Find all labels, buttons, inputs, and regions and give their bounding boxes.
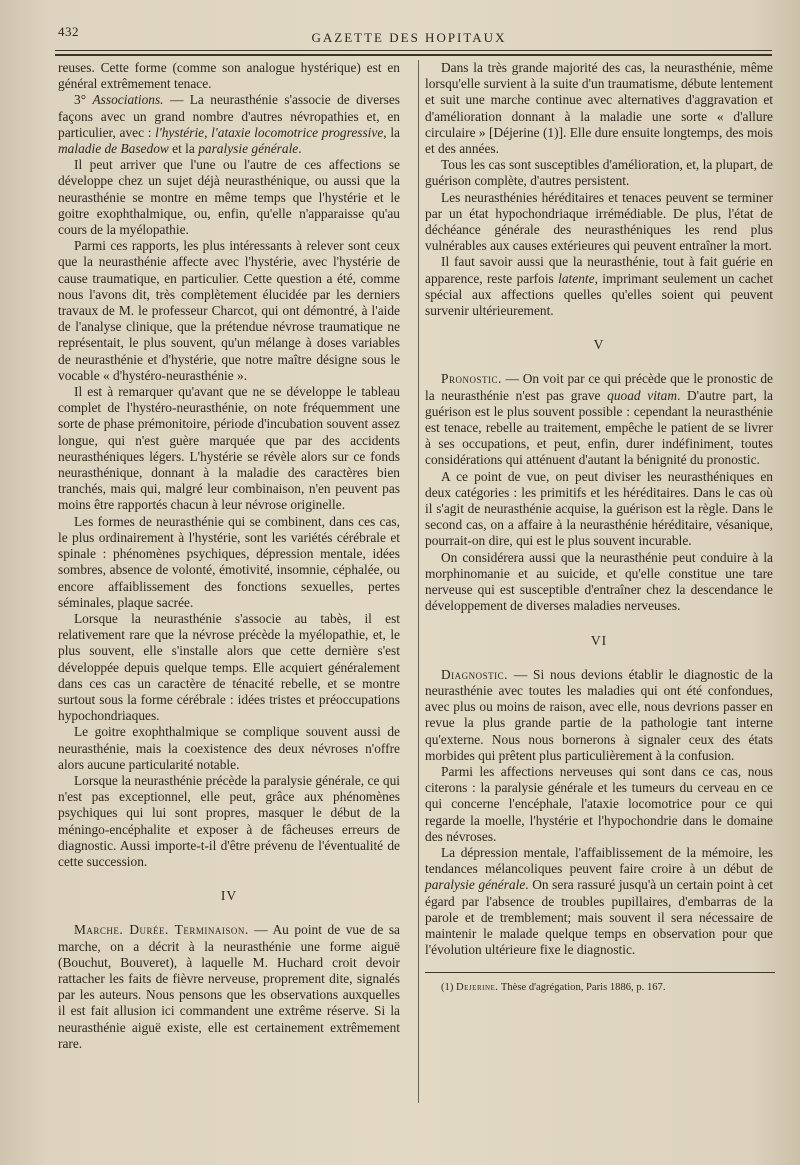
paragraph: Parmi les affections nerveuses qui sont dans ce cas, nous citerons : la paralysie générale et les tumeurs du cerveau en ce qui concerne l'encéphale, l'ataxie locomotrice pour ce qui regarde la moelle, l'hystérie et l'hypochondrie dans le domaine des névroses. [425, 763, 773, 844]
paragraph: Les neurasthénies héréditaires et tenaces peuvent se terminer par un état hypochondriaque irrémédiable. De plus, l'état de déchéance générale des neurasthéniques les rend plus vulnérables aux causes extérieures qui peuvent entraîner la mort. [425, 189, 773, 254]
paragraph: Il peut arriver que l'une ou l'autre de ces affections se développe chez un sujet déjà neurasthénique, ou aussi que la neurasthénie se montre en même temps que l'hystérie et le goitre exophthalmique, ou, enfin, qu'elle n'apparaisse qu'au cours de la myélopathie. [58, 157, 400, 238]
paragraph: Lorsque la neurasthénie précède la paralysie générale, ce qui n'est pas exceptionnel, elle peut, grâce aux phénomènes psychiques qui lui sont propres, masquer le début de la méningo-encéphalite et exposer à de fâcheuses erreurs de diagnostic. Aussi importe-t-il d'être prévenu de l'éventualité de cette succession. [58, 772, 400, 869]
paragraph-associations [58, 92, 400, 157]
paragraph-pronostic [425, 371, 773, 468]
italic-term: quoad vitam [607, 387, 678, 403]
paragraph: A ce point de vue, on peut diviser les neurasthéniques en deux catégories : les primitifs et les héréditaires. Dans le cas où il s'agit de neurasthénie acquise, la guérison est la règle. Dans le second cas, on a affaire à la neurasthénie héréditaire, vésanique, pourrait-on dire, qui est le plus souvent incurable. [425, 468, 773, 549]
paragraph-text: . On sera rassuré jusqu'à un certain point à cet égard par l'absence de troubles pupillaires, d'embarras de la parole et de tremblement; mais souvent il sera nécessaire de maintenir le malade quelque temps en observation pour que l'évolution ultérieure fixe le diagnostic. [425, 877, 774, 958]
paragraph-text: — Si nous devions établir le diagnostic de la neurasthénie avec toutes les maladies qui ont été confondues, avec plus ou moins de raison, avec elle, nous devrions passer en revue la plus grande partie de la pathologie tant interne qu'externe. Nous nous bornerons à signaler ceux des états morbides qui prêtent plus particulièrement à la confusion. [425, 666, 773, 763]
italic-term: latente [558, 270, 595, 286]
italic-term: paralysie générale [425, 877, 526, 893]
section-number: 3° [74, 92, 87, 108]
paragraph: Lorsque la neurasthénie s'associe au tabès, il est relativement rare que la névrose précède la myélopathie, et, le plus souvent, elle s'installe alors que cette dernière s'est développée depuis quelque temps. Elle acquiert généralement dans ces cas un caractère de ténacité rebelle, et se montre surtout sous la forme cérébrale : idées tristes et préoccupations hypochondriaques. [58, 610, 400, 724]
paragraph: Les formes de neurasthénie qui se combinent, dans ces cas, le plus ordinairement à l'hystérie, sont les variétés cérébrale et spinale : phénomènes psychiques, dépression mentale, idées sombres, absence de volonté, émotivité, insomnie, céphalée, ou encore affaiblissement des fonctions sexuelles, pertes séminales, plaque sacrée. [58, 513, 400, 610]
footnote [425, 981, 773, 994]
italic-term: paralysie générale [198, 141, 299, 157]
paragraph-text: . D'autre part, la guérison est le plus souvent possible : cependant la neurasthénie est tenace, rebelle au traitement, empêche le patient de se livrer à ses occupations, et peut, enfin, durer indéfiniment, toutes considérations qui atténuent d'autant la bénignité du pronostic. [425, 387, 773, 468]
paragraph [425, 845, 773, 958]
paragraph-text: — On voit par ce qui précède que le pronostic de la neurasthénie n'est pas grave [425, 371, 773, 403]
italic-term: l'ataxie locomotrice progressive [211, 124, 384, 140]
footnote-text: Thèse d'agrégation, Paris 1886, p. 167. [498, 982, 666, 994]
footnote-number: (1) [441, 982, 454, 994]
paragraph-marche [58, 922, 400, 1052]
italic-term: l'hystérie [155, 124, 205, 140]
paragraph [425, 254, 773, 319]
column-divider [418, 60, 419, 1103]
paragraph-text: , imprimant seulement un cachet spécial aux affections quelles qu'elles soient qui peuvent survenir ultérieurement. [425, 270, 773, 319]
separator: . [298, 141, 302, 157]
left-column [58, 60, 400, 1052]
paragraph-diagnostic [425, 667, 773, 764]
paragraph-text: La dépression mentale, l'affaiblissement de la mémoire, les tendances mélancoliques peuvent faire croire à un début de [425, 844, 773, 877]
separator: et la [168, 141, 199, 157]
paragraph: Il est à remarquer qu'avant que ne se développe le tableau complet de l'hystéro-neurasthénie, on note fréquemment une sorte de phase prémonitoire, période d'incubation souvent assez longue, qui n'est guère marquée que par des accidents neurasthéniques légers. L'hystérie se révèle alors sur ce fonds neurasthénique, donnant à la maladie des caractères bien tranchés, mais qui, malgré leur combinaison, n'en peuvent pas moins être rapportés chacun à leur névrose originelle. [58, 384, 400, 513]
paragraph: Dans la très grande majorité des cas, la neurasthénie, même lorsqu'elle survient à la suite d'un traumatisme, débute lentement et suit une marche continue avec alternatives d'aggravation et d'amélioration donnant à la maladie une sorte « d'allure circulaire » [Déjerine (1)]. Elle dure ensuite longtemps, des mois et des années. [425, 60, 773, 157]
section-heading-iv: IV [220, 888, 238, 904]
header-rule [55, 50, 772, 51]
paragraph: Tous les cas sont susceptibles d'amélioration, et, la plupart, de guérison complète, d'autres persistent. [425, 157, 773, 189]
right-column [425, 60, 773, 994]
paragraph-text: — La neurasthénie s'associe de diverses façons avec un grand nombre d'autres névropathies et, en particulier, avec : [58, 92, 400, 140]
paragraph: Le goitre exophthalmique se complique souvent aussi de neurasthénie, mais la coexistence des deux névroses n'offre alors aucune particularité notable. [58, 724, 400, 772]
paragraph: reuses. Cette forme (comme son analogue hystérique) est en général extrêmement tenace. [58, 60, 400, 92]
subsection-label: Diagnostic. [441, 666, 509, 682]
footnote-rule [425, 972, 775, 973]
running-title: GAZETTE DES HOPITAUX [311, 30, 507, 45]
section-heading-vi: VI [590, 632, 608, 648]
page-header [50, 22, 768, 46]
separator: , la [383, 124, 400, 140]
footnote-author: Dejerine. [456, 982, 499, 994]
paragraph-text: Il faut savoir aussi que la neurasthénie, tout à fait guérie en apparence, reste parfois [425, 254, 773, 286]
subsection-label: Pronostic. [441, 371, 502, 387]
italic-term: maladie de Basedow [58, 141, 169, 157]
subsection-label: Marche. Durée. Terminaison. [74, 922, 249, 938]
header-rule-thick [55, 54, 772, 56]
paragraph: Parmi ces rapports, les plus intéressants à relever sont ceux que la neurasthénie affecte avec l'hystérie, avec l'hystérie de cause traumatique, en particulier. Cette question a été, comme nous l'avons dit, très complètement élucidée par les derniers travaux de M. le professeur Charcot, qui ont démontré, à l'aide de l'analyse clinique, que la prétendue névrose traumatique ne représentait, le plus souvent, qu'un mélange à doses variables de neurasthénie et d'hystérie, que notre maître désigne sous le vocable « d'hystéro-neurasthénie ». [58, 238, 400, 383]
subsection-label: Associations. [92, 92, 164, 108]
separator: , [204, 124, 212, 140]
section-heading-v: V [593, 337, 605, 353]
paragraph: On considérera aussi que la neurasthénie peut conduire à la morphinomanie et au suicide, et qu'elle constitue une tare nerveuse qui est susceptible d'entraîner chez la descendance le développement de diverses maladies nerveuses. [425, 549, 773, 614]
paragraph-text: — Au point de vue de sa marche, on a décrit à la neurasthénie une forme aiguë (Bouchut, Bouveret), à laquelle M. Huchard croit devoir rattacher les faits de fièvre nerveuse, proprement dite, signalés par les auteurs. Nous pensons que les observations auxquelles il est fait allusion ici commandent une extrême réserve. Si la neurasthénie aiguë existe, elle est certainement extrêmement rare. [58, 922, 400, 1051]
page-number: 432 [58, 24, 79, 39]
